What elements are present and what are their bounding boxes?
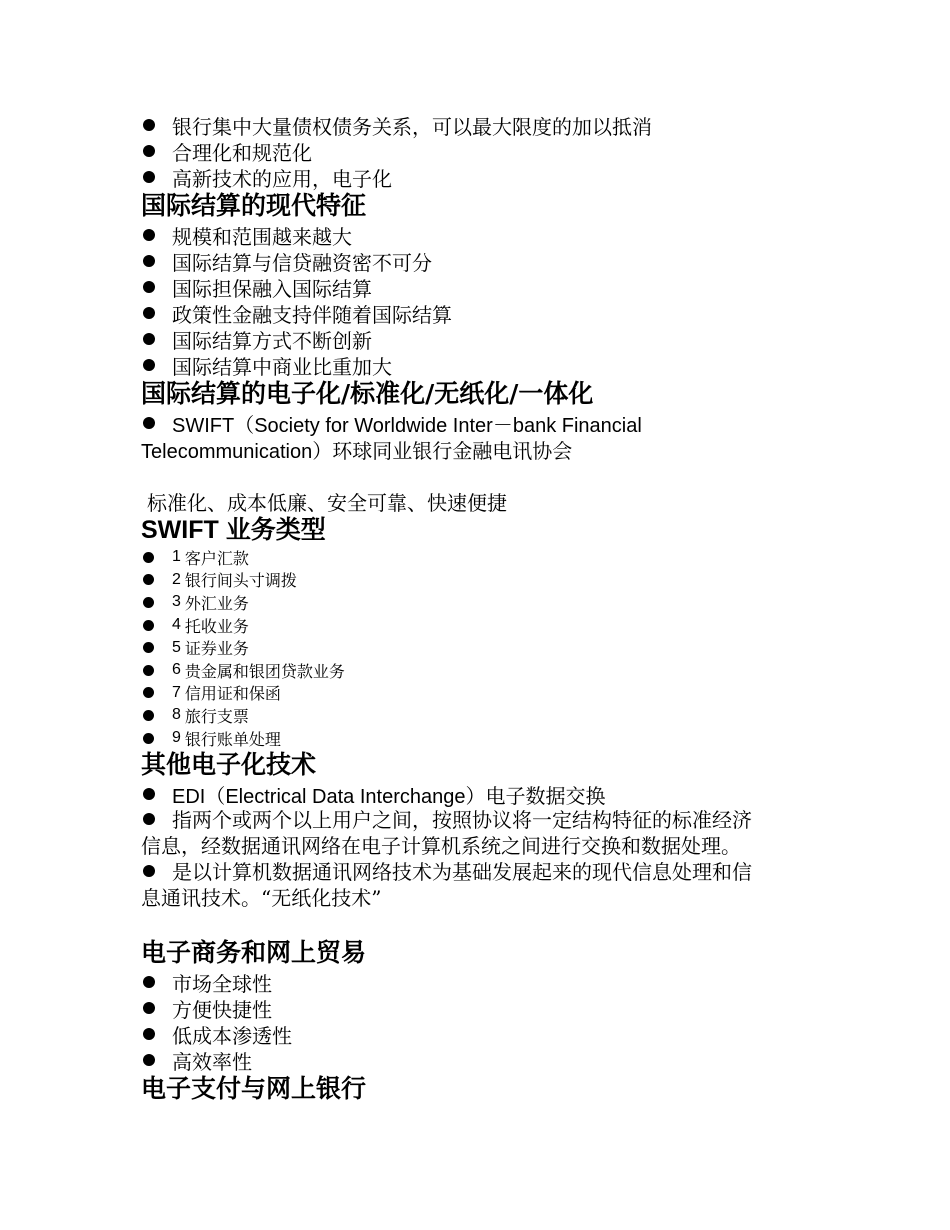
swift-features: 标准化、成本低廉、安全可靠、快速便捷 [147, 490, 507, 515]
spacer [141, 911, 811, 937]
list-item [141, 300, 811, 326]
paragraph-text: 是以计算机数据通讯网络技术为基础发展起来的现代信息处理和信 [172, 860, 752, 885]
section-heading: 电子商务和网上贸易 [141, 938, 367, 968]
paragraph-text: 信息，经数据通讯网络在电子计算机系统之间进行交换和数据处理。 [141, 834, 741, 859]
item-number: 1 [172, 548, 181, 566]
bullet-icon [143, 307, 155, 319]
list-item [141, 569, 811, 592]
edi-definition: EDI（Electrical Data Interchange）电子数据交换 [172, 785, 606, 808]
item-number: 6 [172, 661, 181, 679]
swift-definition-line1: SWIFT（Society for Worldwide Inter－bank Financial [172, 414, 642, 437]
bullet-icon [143, 1028, 155, 1040]
bullet-icon [143, 574, 154, 585]
list-item-text: 国际结算中商业比重加大 [172, 354, 392, 379]
list-item-text: 政策性金融支持伴随着国际结算 [172, 302, 452, 327]
list-item-text: 信用证和保函 [184, 684, 281, 704]
list-item [141, 636, 811, 659]
paragraph-line [141, 833, 811, 859]
list-item-text: 高效率性 [172, 1049, 252, 1074]
bullet-icon [143, 733, 154, 744]
paragraph-text: 指两个或两个以上用户之间，按照协议将一定结构特征的标准经济 [172, 808, 752, 833]
paragraph [141, 859, 811, 911]
list-item-text: 市场全球性 [172, 971, 272, 996]
list-item [141, 1047, 811, 1073]
bullet-icon [143, 552, 154, 563]
bullet-icon [143, 229, 155, 241]
section-heading: 电子支付与网上银行 [141, 1074, 367, 1104]
bullet-icon [143, 171, 155, 183]
list-item [141, 727, 811, 750]
bullet-icon [143, 665, 154, 676]
bullet-icon [143, 788, 155, 800]
bullet-icon [143, 976, 155, 988]
list-item [141, 659, 811, 682]
list-item [141, 112, 811, 138]
document-content [141, 112, 811, 1105]
list-item [141, 969, 811, 995]
list-item-text: 托收业务 [184, 616, 249, 636]
list-item-text: 银行账单处理 [184, 729, 281, 749]
paragraph-line [141, 859, 811, 885]
list-item-text: 合理化和规范化 [172, 140, 312, 165]
bullet-icon [143, 620, 154, 631]
list-item [141, 164, 811, 190]
bullet-icon [143, 865, 155, 877]
bullet-icon [143, 417, 155, 429]
section-heading: 其他电子化技术 [141, 750, 317, 780]
item-number: 8 [172, 706, 181, 724]
bullet-icon [143, 145, 155, 157]
list-item [141, 591, 811, 614]
bullet-icon [143, 597, 154, 608]
list-item-text: 外汇业务 [184, 593, 249, 613]
bullet-icon [143, 687, 154, 698]
list-item-text: 国际结算与信贷融资密不可分 [172, 250, 432, 275]
list-item-text: 方便快捷性 [172, 997, 272, 1022]
item-number: 3 [172, 593, 181, 611]
bullet-icon [143, 119, 155, 131]
list-item [141, 546, 811, 569]
list-item [141, 326, 811, 352]
section-heading: 国际结算的现代特征 [141, 191, 367, 220]
item-number: 4 [172, 616, 181, 634]
section-heading [141, 514, 811, 546]
bullet-icon [143, 255, 155, 267]
list-item [141, 781, 811, 807]
paragraph-line [141, 436, 811, 462]
list-item [141, 682, 811, 705]
bullet-icon [143, 813, 155, 825]
paragraph-line [141, 488, 811, 514]
item-number: 2 [172, 570, 181, 588]
list-item [141, 352, 811, 378]
section-heading: 国际结算的电子化/标准化/无纸化/一体化 [141, 379, 594, 408]
list-item-text: 银行间头寸调拨 [184, 571, 297, 591]
list-item-text: 客户汇款 [184, 548, 249, 568]
list-item [141, 248, 811, 274]
list-item-text: 旅行支票 [184, 706, 249, 726]
bullet-icon [143, 1002, 155, 1014]
list-item-text: 国际担保融入国际结算 [172, 276, 372, 301]
spacer [141, 462, 811, 488]
list-item-text: 银行集中大量债权债务关系，可以最大限度的加以抵消 [172, 114, 652, 139]
list-item [141, 274, 811, 300]
swift-definition-line2: Telecommunication）环球同业银行金融电讯协会 [141, 440, 573, 463]
section-heading-text: SWIFT 业务类型 [141, 516, 326, 544]
bullet-icon [143, 710, 154, 721]
list-item-text: 高新技术的应用，电子化 [172, 166, 392, 191]
list-item-text: 低成本渗透性 [172, 1023, 292, 1048]
list-item [141, 138, 811, 164]
bullet-icon [143, 1054, 155, 1066]
list-item [141, 614, 811, 637]
bullet-icon [143, 642, 154, 653]
list-item [141, 995, 811, 1021]
bullet-icon [143, 281, 155, 293]
item-number: 5 [172, 638, 181, 656]
item-number: 9 [172, 729, 181, 747]
bullet-icon [143, 359, 155, 371]
paragraph [141, 807, 811, 859]
item-number: 7 [172, 683, 181, 701]
paragraph-text: 息通讯技术。“无纸化技术” [141, 886, 382, 911]
list-item [141, 410, 811, 436]
bullet-icon [143, 333, 155, 345]
paragraph-line [141, 807, 811, 833]
list-item-text: 规模和范围越来越大 [172, 224, 352, 249]
list-item-text: 贵金属和银团贷款业务 [184, 661, 345, 681]
list-item [141, 1021, 811, 1047]
paragraph-line [141, 885, 811, 911]
list-item-text: 国际结算方式不断创新 [172, 328, 372, 353]
list-item [141, 222, 811, 248]
list-item-text: 证券业务 [184, 639, 249, 659]
list-item [141, 704, 811, 727]
